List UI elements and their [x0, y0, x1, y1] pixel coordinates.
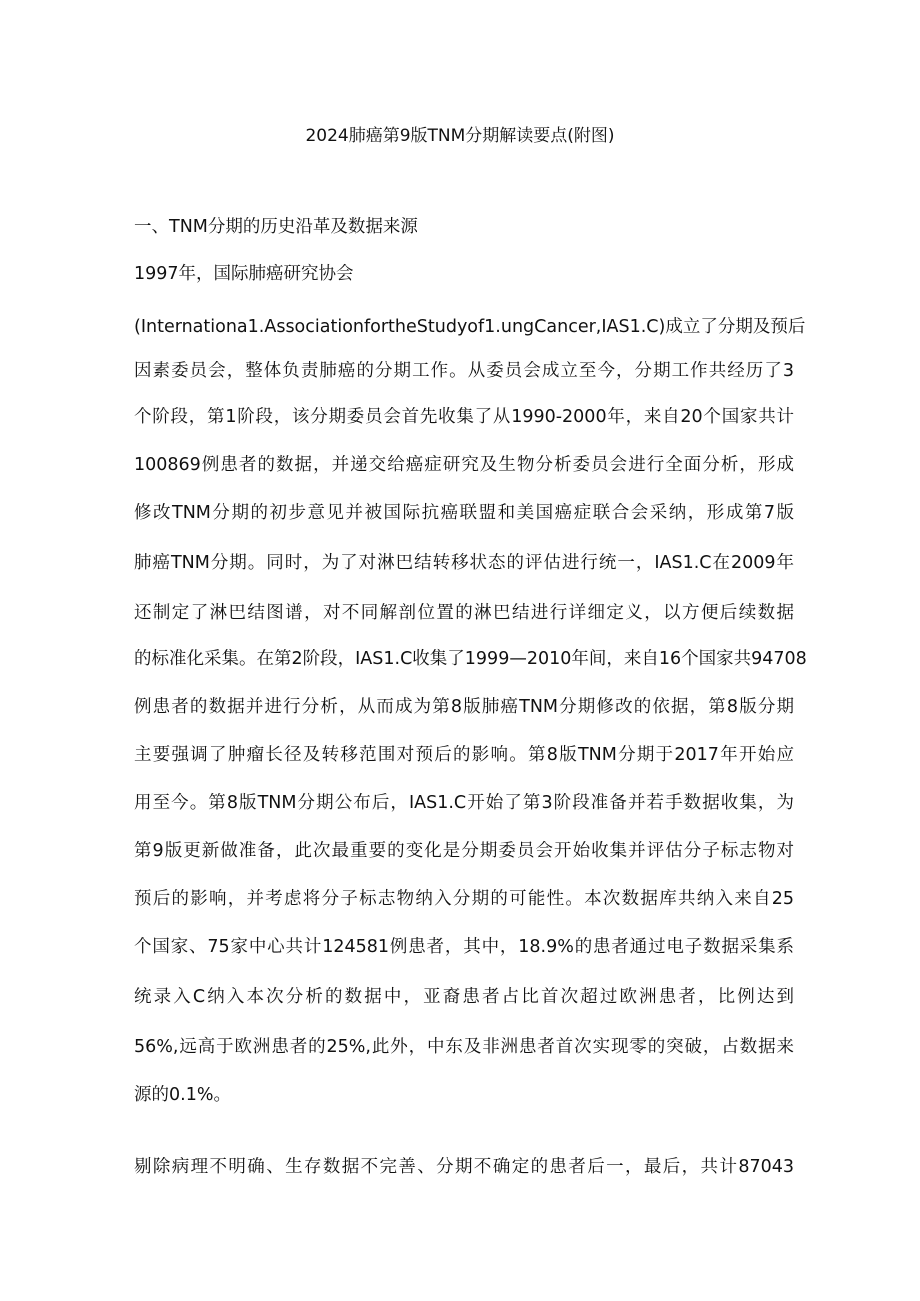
paragraph-line: 个国家、75家中心共计124581例患者，其中，18.9%的患者通过电子数据采集系 — [134, 937, 794, 957]
paragraph-line: 因素委员会，整体负责肺癌的分期工作。从委员会成立至今，分期工作共经历了3 — [134, 361, 794, 381]
paragraph-line: 用至今。第8版TNM分期公布后，IAS1.C开始了第3阶段准备并若手数据收集，为 — [134, 793, 794, 813]
document-title: 2024肺癌第9版TNM分期解读要点(附图) — [305, 126, 615, 146]
paragraph-line: 的标准化采集。在第2阶段，IAS1.C收集了1999—2010年间，来自16个国家共94708 — [134, 649, 807, 669]
paragraph-line: 预后的影响，并考虑将分子标志物纳入分期的可能性。本次数据库共纳入来自25 — [134, 889, 794, 909]
paragraph-line: 1997年，国际肺癌研究协会 — [134, 264, 354, 284]
paragraph-line: 100869例患者的数据，并递交给癌症研究及生物分析委员会进行全面分析，形成 — [134, 455, 794, 475]
paragraph-line: 源的0.1%。 — [134, 1085, 231, 1105]
paragraph-line: 第9版更新做准备，此次最重要的变化是分期委员会开始收集并评估分子标志物对 — [134, 841, 794, 861]
paragraph-line: 个阶段，第1阶段，该分期委员会首先收集了从1990-2000年，来自20个国家共计 — [134, 407, 794, 427]
paragraph-line: 修改TNM分期的初步意见并被国际抗癌联盟和美国癌症联合会采纳，形成第7版 — [134, 503, 794, 523]
paragraph-line: 还制定了淋巴结图谱，对不同解剖位置的淋巴结进行详细定义，以方便后续数据 — [134, 603, 794, 623]
paragraph-line: 主要强调了肿瘤长径及转移范围对预后的影响。第8版TNM分期于2017年开始应 — [134, 745, 794, 765]
paragraph-line: 56%,远高于欧洲患者的25%,此外，中东及非洲患者首次实现零的突破，占数据来 — [134, 1037, 794, 1057]
paragraph-line: 统录入C纳入本次分析的数据中，亚裔患者占比首次超过欧洲患者，比例达到 — [134, 987, 794, 1007]
paragraph-line: 剔除病理不明确、生存数据不完善、分期不确定的患者后一，最后，共计87043 — [134, 1157, 794, 1177]
paragraph-line: 例患者的数据并进行分析，从而成为第8版肺癌TNM分期修改的依据，第8版分期 — [134, 697, 794, 717]
paragraph-line: (Internationa1.AssociationfortheStudyof1.ungCancer,IAS1.C)成立了分期及预后 — [134, 317, 806, 337]
section-heading: 一、TNM分期的历史沿革及数据来源 — [134, 217, 418, 237]
paragraph-line: 肺癌TNM分期。同时，为了对淋巴结转移状态的评估进行统一，IAS1.C在2009年 — [134, 553, 794, 573]
